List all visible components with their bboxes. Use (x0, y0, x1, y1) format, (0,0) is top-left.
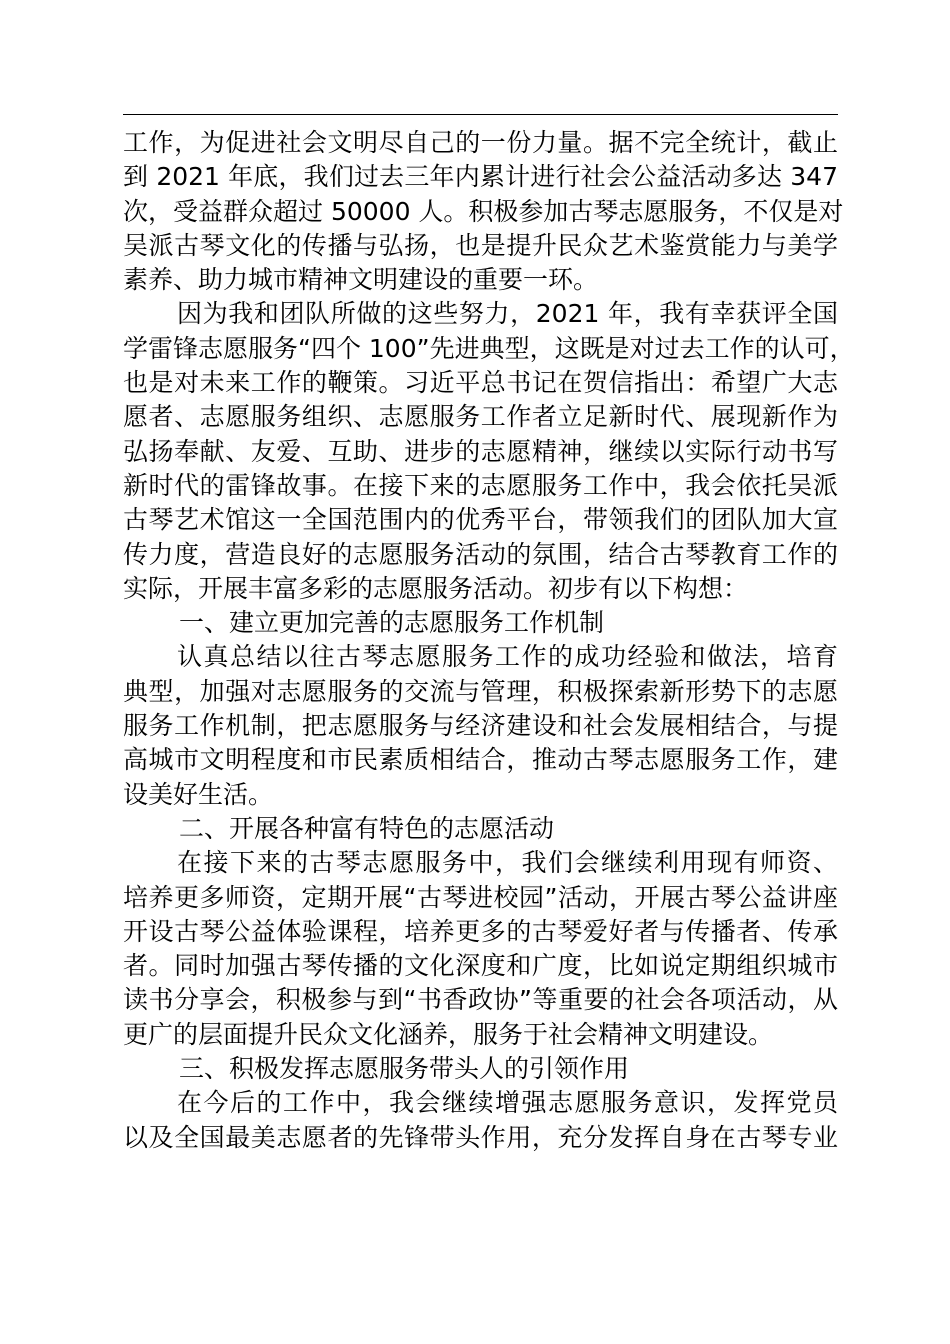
text-line: 实际，开展丰富多彩的志愿服务活动。初步有以下构想： (123, 573, 749, 603)
text-line: 高城市文明程度和市民素质相结合，推动古琴志愿服务工作，建 (123, 745, 838, 775)
text-line: 吴派古琴文化的传播与弘扬，也是提升民众艺术鉴赏能力与美学 (123, 230, 838, 260)
section-heading: 一、建立更加完善的志愿服务工作机制 (179, 608, 605, 638)
text-line: 典型，加强对志愿服务的交流与管理，积极探索新形势下的志愿 (123, 676, 838, 706)
text-line: 次，受益群众超过 50000 人。积极参加古琴志愿服务，不仅是对 (123, 196, 844, 226)
text-line: 学雷锋志愿服务“四个 100”先进典型，这既是对过去工作的认可， (123, 333, 855, 363)
text-line: 以及全国最美志愿者的先锋带头作用，充分发挥自身在古琴专业 (123, 1122, 838, 1152)
text-line: 新时代的雷锋故事。在接下来的志愿服务工作中，我会依托吴派 (123, 470, 838, 500)
text-line: 到 2021 年底，我们过去三年内累计进行社会公益活动多达 347 (123, 162, 838, 192)
text-line: 培养更多师资，定期开展“古琴进校园”活动，开展古琴公益讲座 (123, 882, 838, 912)
text-line: 愿者、志愿服务组织、志愿服务工作者立足新时代、展现新作为 (123, 402, 838, 432)
text-line: 在接下来的古琴志愿服务中，我们会继续利用现有师资、 (177, 848, 838, 878)
section-heading: 三、积极发挥志愿服务带头人的引领作用 (179, 1054, 630, 1084)
text-line: 弘扬奉献、友爱、互助、进步的志愿精神，继续以实际行动书写 (123, 436, 838, 466)
text-line: 素养、助力城市精神文明建设的重要一环。 (123, 265, 599, 295)
text-line: 也是对未来工作的鞭策。习近平总书记在贺信指出：希望广大志 (123, 368, 838, 398)
text-line: 因为我和团队所做的这些努力，2021 年，我有幸获评全国 (177, 299, 838, 329)
section-heading: 二、开展各种富有特色的志愿活动 (179, 813, 555, 843)
text-line: 传力度，营造良好的志愿服务活动的氛围，结合古琴教育工作的 (123, 539, 838, 569)
text-line: 认真总结以往古琴志愿服务工作的成功经验和做法，培育 (177, 642, 838, 672)
text-line: 设美好生活。 (123, 779, 274, 809)
text-line: 在今后的工作中，我会继续增强志愿服务意识，发挥党员 (177, 1088, 838, 1118)
text-line: 服务工作机制，把志愿服务与经济建设和社会发展相结合，与提 (123, 711, 838, 741)
text-line: 工作，为促进社会文明尽自己的一份力量。据不完全统计，截止 (123, 128, 838, 157)
header-rule (123, 114, 838, 115)
text-line: 更广的层面提升民众文化涵养，服务于社会精神文明建设。 (123, 1019, 774, 1049)
text-line: 开设古琴公益体验课程，培养更多的古琴爱好者与传播者、传承 (123, 916, 838, 946)
text-line: 读书分享会，积极参与到“书香政协”等重要的社会各项活动，从 (123, 985, 838, 1015)
text-line: 古琴艺术馆这一全国范围内的优秀平台，带领我们的团队加大宣 (123, 505, 838, 535)
text-line: 者。同时加强古琴传播的文化深度和广度，比如说定期组织城市 (123, 951, 838, 981)
document-body (123, 126, 855, 1155)
